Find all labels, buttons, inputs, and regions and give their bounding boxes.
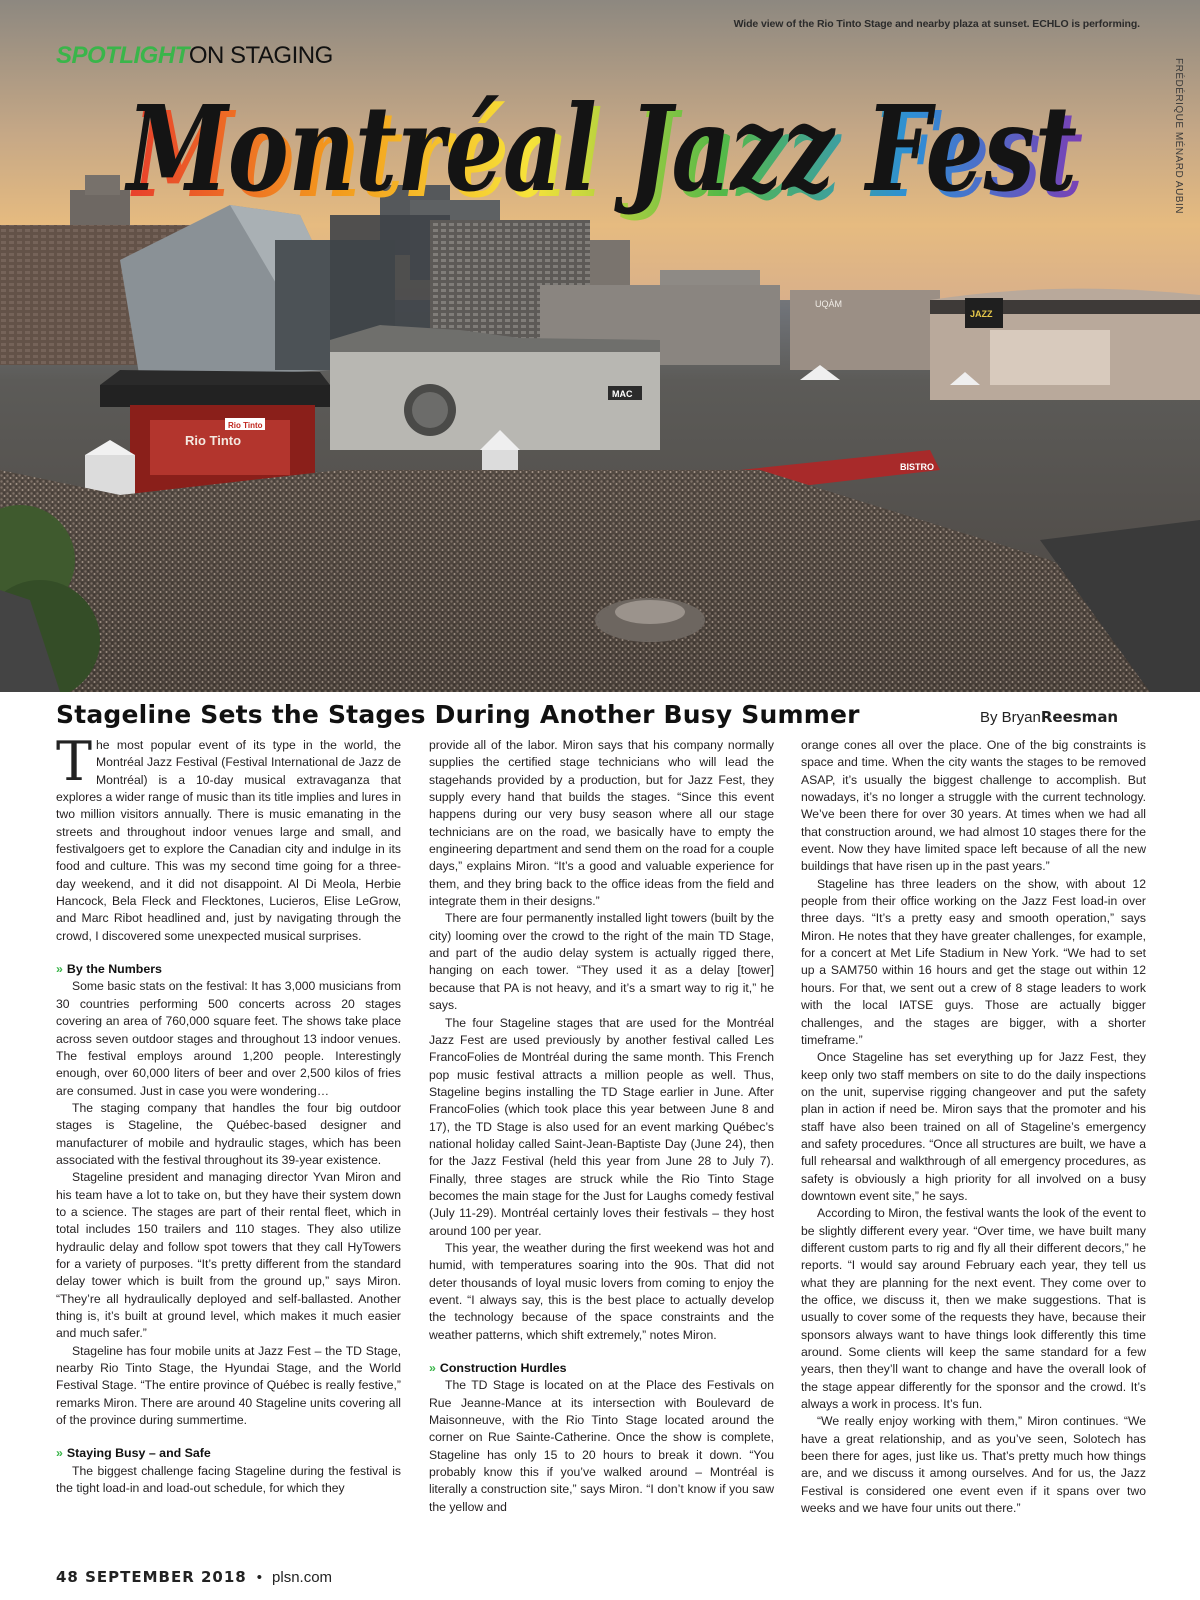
paragraph: orange cones all over the place. One of the big constraints is space and time. When the city wants the stages to be removed ASAP, it’s usually the biggest challenge to accomplish. But nowadays, it’s no longer a struggle with the current technology. We’ve been there for over 30 years. At times when we had all that construction around, we had almost 10 stages there for the event. Now they have limited space left because of all the new buildings that have risen up in the past years.” xyxy=(801,738,1146,874)
footer-separator: • xyxy=(256,1569,263,1586)
rio-tinto-stage-roof xyxy=(100,385,330,407)
paragraph: There are four permanently installed light towers (built by the city) looming over the crowd to the right of the main TD Stage, and part of the audio delay system is actually rigged there, hanging on each tower. “They used it as a delay [tower] because that PA is not heavy, and it’s a smart way to rig it,” he says. xyxy=(429,911,774,1013)
paragraph: Once Stageline has set everything up for Jazz Fest, they keep only two staff members on site to do the daily inspections on the unit, supervise rigging changeover and put the safety plan in action if need be. Miron says that the promoter and his staff have also been trained on all of Stageline’s emergency and safety procedures. “Once all structures are built, we have a full rehearsal and walkthrough of all emergency procedures, as safety is obviously a high priority for all involved on a busy downtown event site,” he says. xyxy=(801,1050,1146,1203)
kicker-accent: SPOTLIGHT xyxy=(56,42,189,69)
drop-cap: T xyxy=(56,730,93,793)
byline xyxy=(980,708,1118,726)
paragraph: Stageline president and managing director Yvan Miron and his team have a lot to take on, but they have their system down to a science. The stages are part of their rental fleet, which in total includes 150 trailers and 110 stages. They also utilize hydraulic delay and follow spot towers that they call HyTowers for a variety of purposes. “It’s pretty different from the standard delay tower which is built from the ground up,” says Miron. “They’re all hydraulically deployed and self-ballasted. Another thing is, it’s built at ground level, which makes it much easier and much safer.” xyxy=(56,1170,401,1341)
title-graphic xyxy=(0,58,1200,248)
paragraph: According to Miron, the festival wants the look of the event to be slightly different every year. “Over time, we have built many different custom parts to rig and fly all their different decors,” he reports. “I would say around February each year, they tell us what they are planning for the next event. They come over to the office, we discuss it, then we make suggestions. That is usually to cover some of the requests they have, because their sponsors always want to have things look differently this time around. Some clients will keep the same standard for a few years, then they’ll want to change and have the overall look of the stage appear differently for the sponsor and the crowd. It’s always a work in process. It’s fun. xyxy=(801,1206,1146,1412)
paragraph: The four Stageline stages that are used for the Montréal Jazz Fest are used previously by another festival called Les FrancoFolies de Montréal during the same month. This French pop music festival attracts a million people as well. Thus, Stageline begins installing the TD Stage earlier in June. After FrancoFolies (which took place this year between June 8 and 17), the TD Stage is also used for an event marking Québec’s national holiday called Saint-Jean-Baptiste Day (June 24), then for the Jazz Festival (held this year from June 28 to July 7). Finally, three stages are struck while the Rio Tinto Stage becomes the main stage for the Just for Laughs comedy festival (July 11-29). Montréal certainly loves their festivals – they host around 100 per year. xyxy=(429,1015,774,1238)
site-link[interactable]: plsn.com xyxy=(272,1569,333,1586)
hero-photo xyxy=(0,0,1200,692)
page-footer xyxy=(56,1568,332,1586)
page-title: Montréal Jazz Fest xyxy=(123,79,1077,218)
article-column-1 xyxy=(56,730,401,1497)
paragraph: “We really enjoy working with them,” Miron continues. “We have a great relationship, and as you’ve seen, Solotech has been there for ages, just like us. That’s pretty much how things are, and we discuss it among ourselves. And for us, the Jazz Festival is considered one event even if it spans over two weeks and we have four units out there.” xyxy=(801,1414,1146,1516)
paragraph: The staging company that handles the four big outdoor stages is Stageline, the Québec-based designer and manufacturer of mobile and hydraulic stages, which has been associated with the festival throughout its 39-year existence. xyxy=(56,1100,401,1167)
paragraph: Stageline has three leaders on the show, with about 12 people from their office working on the Jazz Fest load-in over three days. “It’s a pretty easy and smooth operation,” says Miron. He notes that they have greater challenges, for example, for a concert at Met Life Stadium in New York. “We had to set up a SAM750 within 16 hours and get the stage out within 12 hours. For that, we sent out a crew of 8 stage leaders to work with the local IATSE guys. Those are actually bigger challenges, and the stages are bigger, with a shorter timeframe.” xyxy=(801,876,1146,1047)
uqam-building xyxy=(790,290,940,370)
subhead-text: Staying Busy – and Safe xyxy=(66,1446,211,1461)
chevron-right-icon: » xyxy=(56,962,63,977)
mac-sign: MAC xyxy=(612,389,633,399)
page-folio: 48 SEPTEMBER 2018 xyxy=(56,1568,247,1586)
bistro-sign: BISTRO xyxy=(900,462,935,472)
subhead-staying-busy xyxy=(56,1445,401,1462)
kicker-rest: ON STAGING xyxy=(188,42,333,69)
subhead-construction-hurdles xyxy=(429,1360,774,1377)
paragraph xyxy=(56,730,401,945)
article-column-2 xyxy=(429,737,774,1516)
subhead-text: Construction Hurdles xyxy=(439,1361,567,1376)
paragraph: This year, the weather during the first weekend was hot and humid, with temperatures soaring into the 90s. That did not deter thousands of loyal music lovers from coming to enjoy the event. “I always say, this is the best place to actually develop the technology because of the space constraints and the weather patterns, which shift extremely,” notes Miron. xyxy=(429,1240,774,1342)
chevron-right-icon: » xyxy=(56,1446,63,1461)
photo-caption: Wide view of the Rio Tinto Stage and nearby plaza at sunset. ECHLO is performing. xyxy=(733,18,1140,30)
subhead-by-the-numbers xyxy=(56,961,401,978)
article-column-3 xyxy=(801,737,1146,1517)
photo-credit: FRÉDÉRIQUE MÉNARD AUBIN xyxy=(1173,58,1184,214)
paragraph-text: he most popular event of its type in the world, the Montréal Jazz Festival (Festival International de Jazz de Montréal) is a 10-day musical extravaganza that explores a wider range of music than its title implies and lures in two million visitors annually. There is music emanating in the streets and throughout indoor venues large and small, and festivalgoers get to explore the Canadian city and indulge in its food and culture. This was my second time going for a three-day weekend, and it did not disappoint. Al Di Meola, Herbie Hancock, Bela Fleck and Flecktones, Lucieros, Elise LeGrow, and Marc Ribot headlined and, just by navigating through the crowd, I discovered some unexpected musical surprises. xyxy=(56,738,401,943)
byline-prefix: By Bryan xyxy=(980,709,1041,726)
title-shadow: Montréal Jazz Fest xyxy=(129,85,1083,224)
jazz-banner: JAZZ xyxy=(970,309,993,319)
uqam-sign: UQÀM xyxy=(815,299,842,309)
paragraph: The TD Stage is located on at the Place des Festivals on Rue Jeanne-Mance at its intersection with Boulevard de Maisonneuve, with the Rio Tinto Stage located around the corner on Rue Sainte-Catherine. Once the show is complete, Stageline has only 15 to 20 hours to break it down. “You probably know this if you’ve walked around – Montréal is literally a construction site,” says Miron. “I don’t know if you saw the yellow and xyxy=(429,1378,774,1514)
paragraph: Some basic stats on the festival: It has 3,000 musicians from 30 countries performing 500 concerts across 20 stages covering an area of 760,000 square feet. The shows take place across seven outdoor stages and throughout 13 indoor venues. The festival employs around 1,200 people. Interestingly enough, over 60,000 liters of beer and over 2,500 kilos of fries are consumed. Just in case you were wondering… xyxy=(56,979,401,1098)
chevron-right-icon: » xyxy=(429,1361,436,1376)
subhead-text: By the Numbers xyxy=(66,962,162,977)
paragraph: The biggest challenge facing Stageline during the festival is the tight load-in and load-out schedule, for which they xyxy=(56,1463,401,1496)
paragraph: provide all of the labor. Miron says that his company normally supplies the certified stage technicians who will lead the stagehands provided by a production, but for Jazz Fest, they supply every hand that builds the stages. “Since this event happens during our very busy season where all our stage technicians are on the road, we basically have to empty the engineering department and send them on the road for a couple days,” explains Miron. “It’s a good and valuable experience for them, and they bring back to the office ideas from the field and integrate them in their designs.” xyxy=(429,738,774,909)
stage-sign-main: Rio Tinto xyxy=(185,433,242,448)
article-headline: Stageline Sets the Stages During Another Busy Summer xyxy=(56,700,860,729)
paragraph: Stageline has four mobile units at Jazz Fest – the TD Stage, nearby Rio Tinto Stage, the Hyundai Stage, and the World Festival Stage. “The entire province of Québec is really festive,” remarks Miron. There are around 40 Stageline units covering all of the province during summertime. xyxy=(56,1343,401,1428)
byline-lastname: Reesman xyxy=(1040,708,1119,726)
stage-sign-top: Rio Tinto xyxy=(228,421,263,430)
